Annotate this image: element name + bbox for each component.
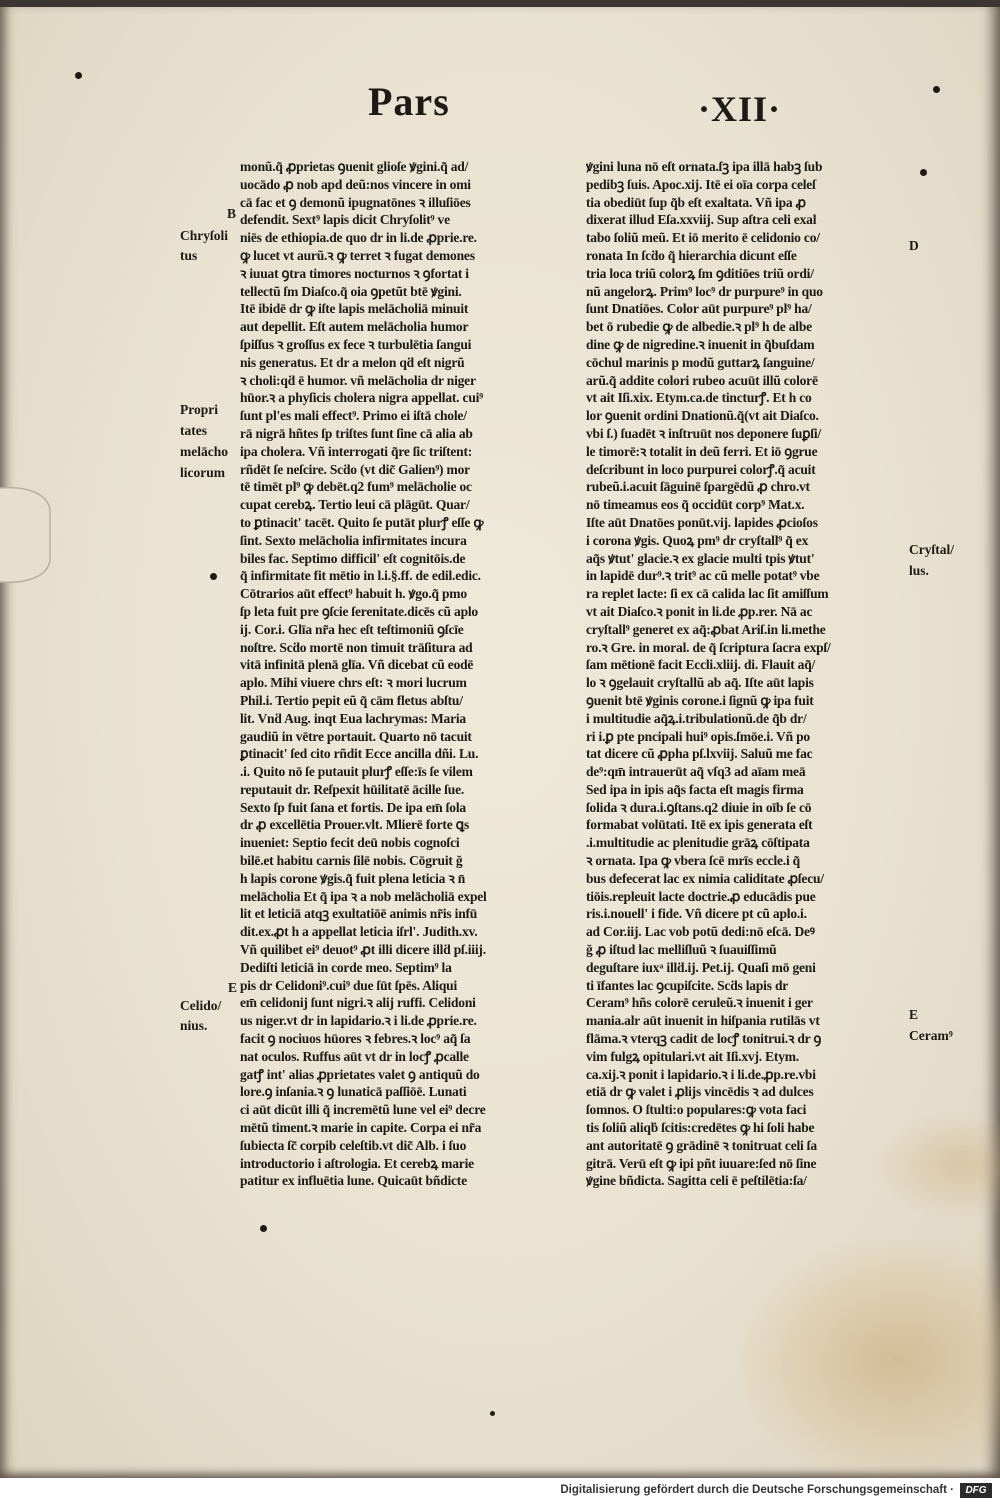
margin-letter-b: B <box>227 206 237 221</box>
text-line-content: ronata In ſcḋo q̃ hierarchia dicunt eſſe <box>586 247 797 263</box>
text-line <box>586 318 896 336</box>
text-line-content: i multitudie aq̃ꝝ.i.tribulationũ.de q̃b dr/ <box>586 710 807 726</box>
paper-tab-edge <box>0 480 60 590</box>
text-line-content: de⁹:qm̄ intrauerūt aq̃ vſq3 ad aīam meā <box>586 764 806 780</box>
text-line <box>240 194 540 212</box>
text-line <box>240 745 540 763</box>
text-line-content: lo ꝛ ꝯgelauit cryſtallũ ab aq̃. Iſte aūt lapis <box>586 675 814 691</box>
text-line <box>240 692 540 710</box>
right-text-column <box>586 158 896 1190</box>
text-line-content: dit.ex.ꝓt h a appellat leticia iſrl'. Judith.xv. <box>240 924 478 940</box>
text-line-content: aq̃s ꝟtut' glacie.ꝛ ex glacie multi tpis ꝟtut' <box>586 550 815 566</box>
text-line <box>240 1101 540 1119</box>
text-line <box>240 959 540 977</box>
text-line <box>240 211 540 229</box>
text-line-content: gaudiũ in vētre portauit. Quarto nō tacuit <box>240 728 472 744</box>
text-line-content: cryſtall⁹ generet ex aq̃:ꝓbat Ariſ.in li.methe <box>586 621 826 637</box>
text-line <box>586 372 896 390</box>
text-line-content: patitur ex influētia lune. Quicaūt bñdicte <box>240 1173 467 1189</box>
text-line-content: tabo ſoliũ meũ. Et iō merito ē celidonio co/ <box>586 230 820 246</box>
margin-note-crystallus-1: Cryſtal/ <box>909 542 954 557</box>
text-line-content: ꝛ choli:qḋ ē humor. vñ melācholia dr niger <box>240 372 476 388</box>
text-line-content: rā nigrā hñtes ſp triſtes ſunt ſine cā alia ab <box>240 425 473 441</box>
text-line <box>586 1030 896 1048</box>
text-line-content: ra replet lacte: ſi ex cā calida lac ſit amiſſum <box>586 586 829 602</box>
text-line <box>240 283 540 301</box>
text-line <box>586 656 896 674</box>
text-line <box>586 994 896 1012</box>
text-line <box>240 532 540 550</box>
text-line-content: ti īfantes lac ꝯcupiſcite. Scḋs lapis dr <box>586 977 789 993</box>
text-line <box>586 621 896 639</box>
text-line-content: niēs de ethiopia.de quo dr in li.de ꝓprie.re. <box>240 230 477 246</box>
water-stain <box>740 1240 1000 1478</box>
digitization-footer <box>0 1478 1000 1504</box>
text-line <box>586 461 896 479</box>
text-line <box>586 781 896 799</box>
text-line-content: Vñ quilibet ei⁹ deuot⁹ ꝓt illi dicere illḋ pſ.iiij. <box>240 942 486 958</box>
text-line <box>240 674 540 692</box>
text-line <box>586 389 896 407</box>
text-line-content: rñdēt ſe neſcire. Scḋo (vt dic̃ Galien⁹) mor <box>240 461 470 477</box>
text-line-content: vt ait Diaſco.ꝛ ponit in li.de ꝓp.rer. Nā ac <box>586 603 813 619</box>
text-line <box>240 247 540 265</box>
text-line-content: ca.xij.ꝛ ponit i lapidario.ꝛ i li.de.ꝓp.re.vbi <box>586 1066 816 1082</box>
text-line-content: vbi ſ.) ſuadēt ꝛ inſtruūt nos deponere ſuꝑſi/ <box>586 425 821 441</box>
text-line <box>586 425 896 443</box>
margin-letter-e-left: E <box>228 980 238 995</box>
text-line-content: ant autoritatē ꝯ grādinē ꝛ tonitruat celi ſa <box>586 1137 817 1153</box>
text-line <box>240 781 540 799</box>
text-line <box>240 977 540 995</box>
text-line <box>240 621 540 639</box>
text-line <box>240 603 540 621</box>
text-line-content: tria loca triũ colorꝝ ſm ꝯditiōes triũ ordi/ <box>586 265 814 281</box>
text-line-content: ris.i.nouell' i fide. Vñ dicere pt cũ aplo.i. <box>586 906 807 922</box>
text-line-content: nat oculos. Ruffus aūt vt dr in locꝭ ꝓcalle <box>240 1048 469 1064</box>
text-line <box>240 550 540 568</box>
text-line-content: biles fac. Septimo difficil' eſt cognitōis.de <box>240 550 466 566</box>
text-line <box>240 443 540 461</box>
text-line <box>240 514 540 532</box>
text-line-content: ꝑtinacit' ſed cito rñdit Ecce ancilla dñi. Lu. <box>240 746 479 762</box>
text-line-content: ipa cholera. Vñ interrogati q̃re ſic triſtent: <box>240 443 473 459</box>
text-line-content: nũ angelorꝝ. Prim⁹ loc⁹ dr purpure⁹ in quo <box>586 283 823 299</box>
text-line-content: vim fulgꝝ opitulari.vt ait Iſi.xvj. Etym. <box>586 1048 799 1064</box>
margin-letter-e-right: E <box>909 1007 919 1022</box>
text-line <box>586 888 896 906</box>
text-line <box>240 407 540 425</box>
text-line <box>240 834 540 852</box>
text-line-content: pedibꝫ ſuis. Apoc.xij. Itē ei oīa corpa celeſ <box>586 176 816 192</box>
text-line-content: ꝙ lucet vt aurũ.ꝛ ꝙ terret ꝛ fugat demones <box>240 247 475 263</box>
text-line-content: defendit. Sext⁹ lapis dicit Chryſolit⁹ ve <box>240 212 450 228</box>
ink-dot <box>933 86 940 93</box>
text-line <box>240 176 540 194</box>
text-line-content: monũ.q̃ ꝓprietas ꝯuenit glioſe ꝟgini.q̃ ad/ <box>240 159 469 174</box>
text-line-content: tiōis.repleuit lacte doctrie.ꝓ educādis pue <box>586 888 816 904</box>
text-line-content: ſubiecta ſc̃ corpib celeſtib.vt dic̃ Alb. i ſuo <box>240 1137 467 1153</box>
margin-note-crystallus-2: lus. <box>909 563 929 578</box>
text-line <box>240 710 540 728</box>
text-line-content: ſam mētionē facit Eccli.xliij. di. Flauit aq̃/ <box>586 657 816 673</box>
text-line <box>240 1048 540 1066</box>
text-line-content: bet ō rubedie ꝙ de albedie.ꝛ pl⁹ h de albe <box>586 319 812 335</box>
text-line <box>240 158 540 176</box>
margin-note-chrysolitus-2: tus <box>180 248 198 263</box>
text-line-content: noſtre. Scḋo mortē non timuit trāſitura ad <box>240 639 473 655</box>
text-line <box>586 1012 896 1030</box>
text-line-content: ſpiſſus ꝛ groſſus ex fece ꝛ turbulētia ſangui <box>240 336 472 352</box>
text-line <box>240 639 540 657</box>
text-line <box>586 977 896 995</box>
text-line <box>586 443 896 461</box>
text-line-content: Iſte aūt Dnatōes ponūt.vij. lapides ꝓcioſos <box>586 514 818 530</box>
text-line-content: ro.ꝛ Gre. in moral. de q̃ ſcriptura ſacra expſ/ <box>586 639 831 655</box>
text-line <box>586 247 896 265</box>
text-line <box>240 816 540 834</box>
text-line <box>586 1119 896 1137</box>
text-line <box>586 229 896 247</box>
text-line-content: ꝯuenit btē ꝟginis corone.i ſignũ ꝙ ipa fuit <box>586 692 814 708</box>
text-line <box>586 1137 896 1155</box>
text-line <box>586 852 896 870</box>
text-line-content: reputauit dr. Reſpexit hūilitatē ācille ſue. <box>240 781 465 797</box>
ink-dot <box>490 1411 495 1416</box>
text-line <box>240 478 540 496</box>
text-line <box>586 959 896 977</box>
text-line <box>240 852 540 870</box>
text-line-content: formabat volūtati. Itē ex ipis generata eſt <box>586 817 813 833</box>
text-line-content: ſomnos. O ſtulti:o populares:ꝙ vota faci <box>586 1102 807 1118</box>
text-line <box>586 354 896 372</box>
text-line <box>240 229 540 247</box>
text-line-content: h lapis corone ꝟgis.q̃ fuit plena leticia ꝛ n̄ <box>240 870 466 886</box>
text-line-content: uocādo ꝓ nob apd deũ:nos vincere in omi <box>240 176 471 192</box>
text-line-content: nō timeamus eos q̃ occidūt corp⁹ Mat.x. <box>586 497 805 513</box>
text-line <box>586 674 896 692</box>
text-line <box>586 1083 896 1101</box>
text-line-content: Dediſti leticiā in corde meo. Septim⁹ la <box>240 959 452 975</box>
ink-dot <box>920 169 927 176</box>
text-line <box>586 176 896 194</box>
text-line <box>240 656 540 674</box>
text-line-content: tia obediūt ſup q̃b eſt exaltata. Vñ ipa ꝓ <box>586 194 806 210</box>
text-line <box>586 870 896 888</box>
text-line <box>240 905 540 923</box>
text-line <box>586 496 896 514</box>
text-line-content: ſunt pl'es mali effect⁹. Primo ei iſtā chole/ <box>240 408 467 424</box>
text-line-content: Itē ibidē dr ꝙ iſte lapis melācholiā minuit <box>240 301 469 317</box>
text-line <box>586 158 896 176</box>
text-line-content: pis dr Celidoni⁹.cui⁹ due ſūt ſpēs. Aliqui <box>240 977 458 993</box>
text-line <box>240 1030 540 1048</box>
text-line-content: deſcribunt in loco purpurei colorꝭ.q̃ acuit <box>586 461 816 477</box>
text-line <box>586 532 896 550</box>
text-line <box>586 265 896 283</box>
text-line-content: hūor.ꝛ a phyſicis cholera nigra appellat. cui⁹ <box>240 390 484 406</box>
text-line-content: ꝛ ornata. Ipa ꝙ vbera ſcē mrīs eccle.i q̃ <box>586 853 800 869</box>
text-line <box>240 888 540 906</box>
text-line-content: flāma.ꝛ vterqꝫ cadit de locꝭ tonitrui.ꝛ dr ꝯ <box>586 1031 822 1047</box>
margin-note-celidonius-2: nius. <box>180 1018 208 1033</box>
text-line-content: nis generatus. Et dr a melon qḋ eſt nigrũ <box>240 354 465 370</box>
margin-letter-d: D <box>909 238 919 253</box>
text-line-content: melācholia Et q̃ ipa ꝛ a nob melācholiā expel <box>240 888 487 904</box>
text-line-content: dine ꝙ de nigredine.ꝛ inuenit in q̃buſdam <box>586 336 815 352</box>
text-line <box>586 194 896 212</box>
text-line-content: ğ ꝓ iſtud lac melliſluũ ꝛ ſuauiſſimũ <box>586 942 777 958</box>
running-head-folio-number: ·XII· <box>698 89 782 129</box>
text-line <box>586 407 896 425</box>
text-line-content: cā fac et ꝯ demonũ ipugnatōnes ꝛ illuſiōes <box>240 194 471 210</box>
text-line-content: ci aūt dicūt illi q̃ incremētũ lune vel ei⁹ decre <box>240 1102 486 1118</box>
text-line <box>240 389 540 407</box>
dfg-logo: DFG <box>960 1483 992 1498</box>
text-line <box>240 496 540 514</box>
margin-note-celidonius-1: Celido/ <box>180 998 222 1013</box>
text-line-content: ad Cor.iij. Lac vob potũ dedi:nō eſcā. Deꝰ <box>586 924 815 940</box>
text-line-content: lit. Vnḋ Aug. inqt Eua lachrymas: Maria <box>240 710 466 726</box>
text-line-content: to ꝑtinacit' tacēt. Quito ſe putāt plurꝭ eſſe ꝙ <box>240 514 484 530</box>
text-line <box>240 870 540 888</box>
text-line-content: arũ.q̃ addite colori rubeo acuūt illũ colorē <box>586 372 818 388</box>
text-line <box>586 941 896 959</box>
text-line <box>586 211 896 229</box>
text-line-content: tis ſoliũ aliqḃ ſcitis:credētes ꝙ hi ſoli habe <box>586 1120 815 1136</box>
ink-dot <box>210 573 217 580</box>
text-line <box>240 336 540 354</box>
text-line <box>240 1012 540 1030</box>
text-line <box>240 728 540 746</box>
text-line <box>586 514 896 532</box>
text-line <box>586 834 896 852</box>
text-line-content: rubeũ.i.acuit ſāguinē ſpargēdũ ꝓ chro.vt <box>586 479 810 495</box>
text-line-content: lore.ꝯ inſania.ꝛ ꝯ lunaticā paſſiōē. Lunati <box>240 1084 467 1100</box>
text-line-content: vt ait Iſi.xix. Etym.ca.de tincturꝭ. Et h co <box>586 390 812 406</box>
text-line <box>586 283 896 301</box>
text-line <box>240 1083 540 1101</box>
text-line-content: etiā dr ꝙ valet i ꝓlijs vincēdis ꝛ ad dulces <box>586 1084 814 1100</box>
text-line <box>240 265 540 283</box>
margin-note-chrysolitus-1: Chryſoli <box>180 228 229 243</box>
margin-note-proprietates-4: licorum <box>180 465 225 480</box>
text-line-content: aplo. Mihi viuere chrs eſt: ꝛ mori lucrum <box>240 675 467 691</box>
text-line-content: dr ꝓ excellētia Prouer.vlt. Mlierē forte ꝗs <box>240 817 470 833</box>
running-head-pars: Pars <box>368 79 450 124</box>
text-line <box>586 639 896 657</box>
text-line <box>586 710 896 728</box>
text-line-content: gatꝭ int' alias ꝓprietates valet ꝯ antiquũ do <box>240 1066 480 1082</box>
margin-note-ceramus: Ceram⁹ <box>909 1028 953 1043</box>
text-line-content: ri i.ꝑ pte pncipali hui⁹ opis.ſmōe.i. Vñ po <box>586 728 810 744</box>
text-line-content: tē timēt pl⁹ ꝙ debēt.q2 fum⁹ melācholie oc <box>240 479 472 495</box>
margin-note-proprietates-1: Propri <box>180 402 218 417</box>
text-line <box>240 763 540 781</box>
text-line <box>586 799 896 817</box>
text-line-content: Phil.i. Tertio pepit eũ q̃ cām fletus abſtu/ <box>240 692 463 708</box>
text-line-content: cupat cerebꝝ. Tertio leui cā plāgūt. Quar/ <box>240 497 470 513</box>
text-line-content: ij. Cor.i. Glīa nr̃a hec eſt teſtimoniũ ꝯſcīe <box>240 621 464 637</box>
text-line-content: Ceram⁹ hñs colorē ceruleũ.ꝛ inuenit i ger <box>586 995 813 1011</box>
text-line-content: gitrā. Verū eſt ꝙ ipi pñt iuuare:ſed nō ſine <box>586 1155 817 1171</box>
text-line <box>240 300 540 318</box>
text-line-content: ſunt Dnatiōes. Color aūt purpure⁹ pl⁹ ha/ <box>586 301 812 317</box>
text-line <box>586 745 896 763</box>
text-line-content: tellectũ ſm Diaſco.q̃ oia ꝯpetũt btē ꝟgini. <box>240 283 462 299</box>
text-line <box>586 300 896 318</box>
text-line <box>240 1119 540 1137</box>
text-line <box>586 1172 896 1190</box>
text-line <box>586 1101 896 1119</box>
text-line <box>586 923 896 941</box>
text-line-content: Sed ipa in ipis aq̃s facta eſt magis firma <box>586 781 804 797</box>
ink-dot <box>260 1225 267 1232</box>
text-line <box>240 941 540 959</box>
text-line <box>586 1048 896 1066</box>
text-line <box>586 478 896 496</box>
text-line-content: lor ꝯuenit ordini Dnationũ.q̃(vt ait Diaſco. <box>586 408 819 424</box>
text-line <box>586 567 896 585</box>
text-line <box>240 585 540 603</box>
text-line-content: Cōtrarios aūt effect⁹ habuit h. ꝟgo.q̃ pmo <box>240 586 467 602</box>
text-line-content: mētũ timent.ꝛ marie in capite. Corpa ei nr̃a <box>240 1120 482 1136</box>
text-line-content: ꝟgine bñdicta. Sagitta celi ē peſtilētia:ſa/ <box>586 1173 807 1189</box>
text-line <box>240 799 540 817</box>
text-line-content: introductorio i aſtrologia. Et cerebꝝ marie <box>240 1155 474 1171</box>
text-line <box>240 1172 540 1190</box>
text-line <box>586 816 896 834</box>
text-line-content: mania.alr aūt inuenit in hiſpania rutilās vt <box>586 1013 820 1029</box>
text-line <box>586 692 896 710</box>
text-line-content: inueniet: Septio fecit deū nobis cognoſci <box>240 835 460 851</box>
text-line-content: aut depellit. Eſt autem melācholia humor <box>240 319 469 335</box>
text-line-content: .i.multitudie ac plenitudie grāꝝ cōſtipata <box>586 835 810 851</box>
text-line <box>240 1137 540 1155</box>
text-line-content: bilē.et habitu carnis ſilē nobis. Cōgruit ğ <box>240 853 463 869</box>
text-line <box>240 461 540 479</box>
text-line-content: q̃ infirmitate fit mētio in l.i.§.ff. de edil.edic. <box>240 568 481 584</box>
text-line-content: ꝟgini luna nō eſt ornata.ſꝫ ipa illā habꝫ ſub <box>586 159 823 174</box>
text-line <box>586 585 896 603</box>
footer-funding-credit: Digitalisierung gefördert durch die Deutsche Forschungsgemeinschaft · <box>560 1484 954 1496</box>
text-line <box>240 354 540 372</box>
text-line-content: bus defecerat lac ex nimia caliditate ꝓſecu/ <box>586 870 824 886</box>
left-text-column <box>240 158 540 1190</box>
text-line <box>586 728 896 746</box>
text-line-content: lit et leticiā atqꝫ exultatiōē animis nr̃is infū <box>240 906 478 922</box>
text-line-content: vitā infinitā plenā glīa. Vñ dicebat cũ eodē <box>240 657 474 673</box>
text-line <box>240 923 540 941</box>
text-line-content: le timorē:ꝛ totalit in deũ ferri. Et iō ꝯgrue <box>586 443 818 459</box>
text-line-content: in lapidē dur⁹.ꝛ trit⁹ ac cũ melle potat⁹ vbe <box>586 568 820 584</box>
text-line-content: us niger.vt dr in lapidario.ꝛ i li.de ꝓprie.re. <box>240 1013 477 1029</box>
text-line <box>586 1155 896 1173</box>
text-line <box>240 372 540 390</box>
text-line-content: ꝛ iuuat ꝯtra timores nocturnos ꝛ ꝯfortat i <box>240 265 469 281</box>
text-line-content: dixerat illud Eſa.xxviij. Sup aſtra celi exal <box>586 212 817 228</box>
text-line-content: ſint. Sexto melācholia infirmitates incura <box>240 532 467 548</box>
text-line <box>586 1066 896 1084</box>
text-line-content: .i. Quito nō ſe putauit plurꝭ eſſe:īs ſe vilem <box>240 764 473 780</box>
text-line <box>586 550 896 568</box>
text-line <box>240 1155 540 1173</box>
text-line <box>240 425 540 443</box>
text-line-content: em̄ celidonij ſunt nigri.ꝛ alij ruffi. Celidoni <box>240 995 476 1011</box>
text-line <box>240 1066 540 1084</box>
text-line-content: ſolida ꝛ dura.i.ꝯſtans.q2 diuie in oīb ſe cō <box>586 799 812 815</box>
margin-note-proprietates-2: tates <box>180 423 207 438</box>
text-line-content: ſp leta fuit pre ꝯſcie ſerenitate.dicēs cũ aplo <box>240 603 478 619</box>
text-line <box>586 763 896 781</box>
text-line <box>240 994 540 1012</box>
ink-dot <box>75 72 82 79</box>
text-line-content: facit ꝯ nociuos hūores ꝛ febres.ꝛ loc⁹ aq̃ ſa <box>240 1031 471 1047</box>
text-line <box>586 336 896 354</box>
text-line-content: deguſtare iuxͣ illḋ.ij. Pet.ij. Quaſi mō geni <box>586 959 816 975</box>
text-line <box>586 603 896 621</box>
text-line <box>586 905 896 923</box>
margin-note-proprietates-3: melācho <box>180 444 228 459</box>
text-line <box>240 318 540 336</box>
text-line-content: i corona ꝟgis. Quoꝝ pm⁹ dr cryſtall⁹ q̃ ex <box>586 532 809 548</box>
text-line-content: cōchul marinis p modũ guttarꝝ ſanguine/ <box>586 354 815 370</box>
text-line-content: tat dicere cũ ꝓpha pſ.lxviij. Saluũ me fac <box>586 746 813 762</box>
text-line-content: Sexto ſp fuit ſana et fortis. De ipa em̄ ſola <box>240 799 466 815</box>
text-line <box>240 567 540 585</box>
